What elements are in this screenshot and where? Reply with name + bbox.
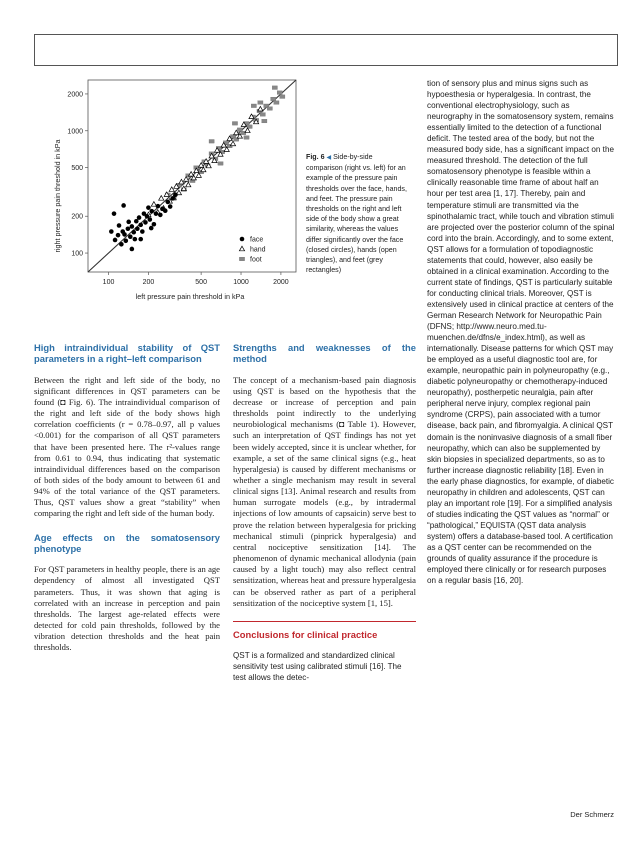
foot-point (262, 119, 267, 123)
face-point (154, 211, 159, 216)
x-tick-label: 100 (102, 279, 115, 286)
foot-point (258, 101, 263, 105)
x-tick-label: 2000 (273, 279, 289, 286)
legend-label-face: face (250, 236, 264, 244)
x-tick-label: 200 (142, 279, 155, 286)
foot-point (280, 95, 285, 99)
x-axis-label: left pressure pain threshold in kPa (135, 292, 245, 301)
y-tick-label: 2000 (67, 91, 83, 99)
face-point (143, 220, 148, 225)
legend-marker-foot (239, 257, 244, 261)
face-point (149, 226, 154, 231)
foot-point (271, 97, 276, 101)
face-point (122, 232, 127, 237)
face-point (123, 238, 128, 243)
legend-marker-face (240, 237, 245, 242)
paragraph-conclusions-continued: tion of sensory plus and minus signs such as hypoesthesia or hyperalgesia. In contrast, the conventional electrophysiology, such as neurography in the somatosensory system, remains essentially limited to the detection of a functional deficit. The tested area of the body, but not the measured body side, has a significant impact on the measured threshold. The detection of the full somatosensory phenotype is feasible within a clinically reasonable time frame of about half an hour per test area [1, 17]. Thereby, pain and temperature stimuli are transmitted via the spinothalamic tract, while touch and vibration stimuli are projected over the posterior column of the spinal cord into the brain. Accordingly, and to some extent, QST allows for a formulation of topodiagnostic statements that could, however, also easily be obtained in a clinical examination. According to the current state of findings, QST is particularly suitable for conducting clinical trials. Moreover, QST is extensively used in clinical practice at centers of the German Research Network for Neuropathic Pain (DFNS; http://www.neuro.med.tu-muenchen.de/dfns/e_index.html), as well as internationally. Disease patterns for which QST may be employed as a useful diagnostic tool are, for example, neuropathic pain in polyneuropathy (e.g., diabetic polyneuropathy or chemotherapy-induced neuropathy), postherpetic neuralgia, pain after peripheral nerve injury, complex regional pain syndrome (CRPS), pain associated with a tumor disease, back pain, and fibromyalgia. A clinical QST domain is the noninvasive diagnosis of a small fiber neuropathy, which can also be supplemented by skin biopsies in specialized departments, so as to further increase diagnostic reliability [18]. Even in the early phase diagnostics, for example, of diabetic neuropathy in children and adolescents, QST can play an important role [19]. For a simplified analysis of studies indicating the QST values as “normal” or “pathological,” EQUISTA (QST data analysis system) offers a database-based tool. A certification as a QST center can be recommended on the grounds of quality assurance if the procedure is employed there clinically or for research purposes on a regular basis [16, 20]. (427, 79, 615, 586)
foot-point (237, 128, 242, 132)
face-point (165, 200, 170, 205)
face-point (173, 192, 178, 197)
face-point (148, 217, 153, 222)
face-point (113, 238, 118, 243)
y-tick-label: 100 (71, 250, 83, 258)
face-point (131, 230, 136, 235)
header-bar (34, 34, 618, 66)
y-axis-label: right pressure pain threshold in kPa (53, 139, 62, 253)
heading-age-effects: Age effects on the somatosensory phenotype (34, 531, 220, 554)
face-point (138, 237, 143, 242)
face-point (117, 223, 122, 228)
face-point (158, 213, 163, 218)
face-point (135, 226, 140, 231)
face-point (109, 229, 114, 234)
paragraph-age-effects: For QST parameters in healthy people, there is an age dependency of almost all investigated QST parameters. Thus, it was shown that aging is correlated with an increase in perception and pain thresholds. The largest age-related effects were detected for cold pain thresholds, followed by the vibration detection thresholds and the heat pain thresholds. (34, 564, 220, 653)
face-point (130, 247, 135, 252)
face-point (128, 234, 133, 239)
face-point (112, 211, 117, 216)
face-point (170, 196, 175, 201)
foot-point (272, 86, 277, 90)
foot-point (209, 139, 214, 143)
caption-text: Side-by-side comparison (right vs. left) for an example of the pressure pain thresholds over the face, hands, and feet. The pressure pain thresholds on the right and left side of the body show a great similarity, whereas the values differ significantly over the face (closed circles), hands (open triangles), and feet (grey rectangles) (306, 153, 407, 275)
column-1 (34, 342, 220, 665)
y-tick-label: 1000 (67, 128, 83, 136)
face-point (146, 205, 151, 210)
face-point (163, 208, 168, 213)
foot-point (277, 91, 282, 95)
section-divider (233, 621, 416, 622)
face-point (133, 237, 138, 242)
figure-caption (306, 152, 407, 275)
face-point (116, 233, 121, 238)
chart-plot-area (67, 80, 296, 286)
face-point (156, 204, 161, 209)
face-point (168, 204, 173, 209)
y-tick-label: 500 (71, 165, 83, 173)
foot-point (260, 113, 265, 117)
face-point (134, 219, 139, 224)
face-point (152, 222, 157, 227)
journal-footer: Der Schmerz (570, 810, 614, 819)
face-point (149, 209, 154, 214)
paragraph-strengths: The concept of a mechanism-based pain diagnosis using QST is based on the hypothesis that the decrease or increase of perception and pain thresholds point indirectly to the underlying neurobiological mechanisms (◘ Table 1). However, such an interpretation of QST findings has not yet been widely accepted, since it is unclear whether, for example, a set of the same clinical signs (e.g., heat hyperalgesia) is caused by different mechanisms or whether a single mechanism may result in several clinical signs [13]. Animal research and results from human surrogate models (e.g., by intradermal injections of low amounts of capsaicin) serve best to prove the relation between hyperalgesia for pricking mechanical stimuli (pinprick hyperalgesia) and central nociceptive sensitization [14]. The phenomenon of dynamic mechanical allodynia (pain caused by a light touch) may also reflect central sensitization, whereas heat and pressure hyperalgesia can be observed rather as part of a peripheral sensitization of the nociceptive system [1, 15]. (233, 374, 416, 608)
heading-strengths: Strengths and weaknesses of the method (233, 342, 416, 365)
face-point (140, 229, 145, 234)
foot-point (267, 107, 272, 111)
caption-label: Fig. 6 (306, 153, 325, 161)
face-point (130, 224, 135, 229)
ppt-scatter-chart (44, 72, 306, 308)
face-point (121, 203, 126, 208)
foot-point (274, 101, 279, 105)
paragraph-conclusions: QST is a formalized and standardized clinical sensitivity test using calibrated stimuli [16]. The test allows the detec- (233, 651, 402, 683)
foot-point (251, 104, 256, 108)
heading-stability: High intraindividual stability of QST parameters in a right–left comparison (34, 342, 220, 365)
x-tick-label: 1000 (233, 279, 249, 286)
face-point (119, 242, 124, 247)
foot-point (232, 122, 237, 126)
face-point (138, 223, 143, 228)
heading-conclusions: Conclusions for clinical practice (233, 628, 378, 640)
foot-point (218, 162, 223, 166)
paragraph-stability: Between the right and left side of the body, no significant differences in QST parameters can be found (◘ Fig. 6). The intraindividual comparison of the right and left side of the body shows high correlation coefficients (r = 0.78–0.97, all p values <0.001) for the comparison of all QST parameters that have been presented here. The r²-values range from 0.61 to 0.94, thus indicating that systematic intraindividual differences based on the comparison of both sides of the body amount to between 61 and 94% of the total variance of the QST parameters. Thus, QST values show a great “stability” when comparing the right and left side of the human body. (34, 374, 220, 519)
face-point (126, 226, 131, 231)
face-point (126, 220, 131, 225)
legend-label-hand: hand (250, 246, 266, 254)
y-tick-label: 200 (71, 213, 83, 221)
foot-point (244, 136, 249, 140)
column-2 (233, 342, 416, 695)
column-3 (427, 78, 615, 586)
caption-arrow-icon: ◀ (326, 155, 332, 161)
x-tick-label: 500 (195, 279, 207, 286)
face-point (137, 215, 142, 220)
legend-label-foot: foot (250, 256, 262, 264)
